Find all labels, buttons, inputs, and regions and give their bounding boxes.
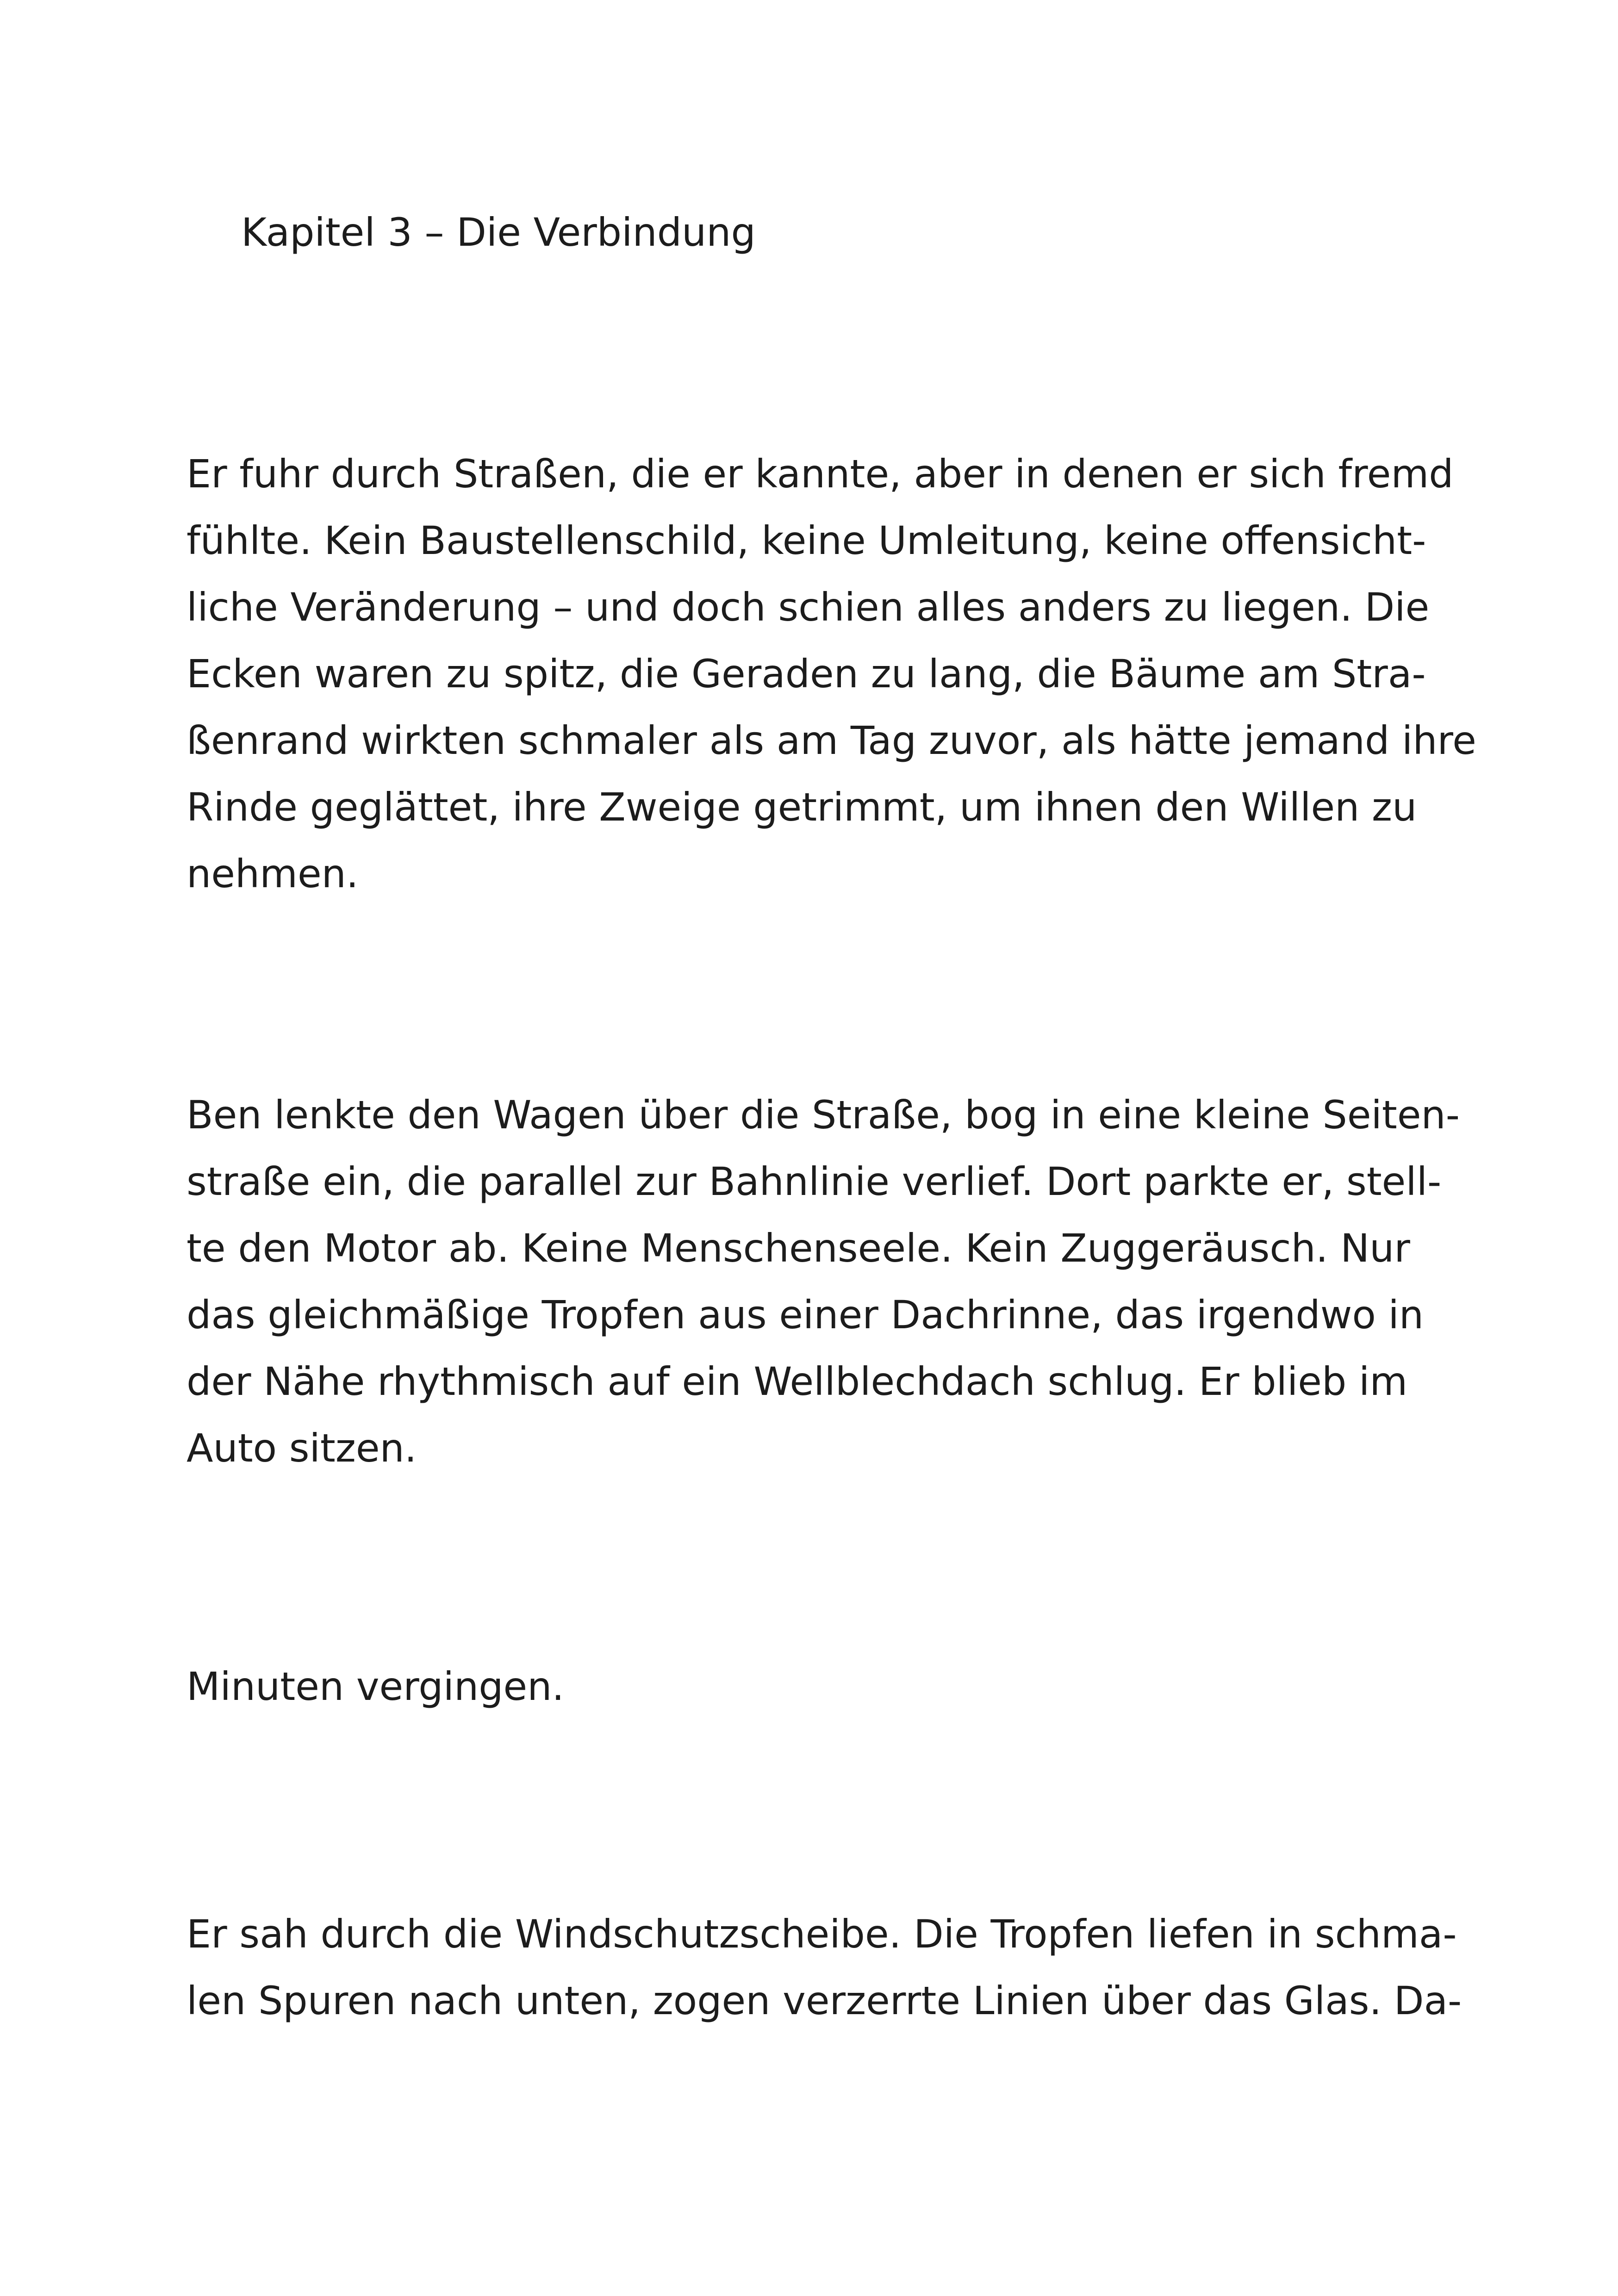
text-line: fühlte. Kein Baustellenschild, keine Umleitung, keine offensicht- (187, 518, 1426, 563)
text-line: te den Motor ab. Keine Menschenseele. Kein Zuggeräusch. Nur (187, 1226, 1410, 1271)
text-line: Auto sitzen. (187, 1425, 417, 1471)
text-line: das gleichmäßige Tropfen aus einer Dachrinne, das irgendwo in (187, 1292, 1424, 1338)
text-line: Er fuhr durch Straßen, die er kannte, aber in denen er sich fremd (187, 451, 1454, 497)
text-line: straße ein, die parallel zur Bahnlinie verlief. Dort parkte er, stell- (187, 1159, 1442, 1204)
paragraph (187, 441, 1476, 907)
text-line: len Spuren nach unten, zogen verzerrte Linien über das Glas. Da- (187, 1978, 1462, 2023)
text-line: Rinde geglättet, ihre Zweige getrimmt, um ihnen den Willen zu (187, 784, 1417, 830)
paragraph (187, 1653, 564, 1720)
text-line: ßenrand wirkten schmaler als am Tag zuvor, als hätte jemand ihre (187, 718, 1476, 763)
text-line: der Nähe rhythmisch auf ein Wellblechdach schlug. Er blieb im (187, 1359, 1408, 1404)
paragraph (187, 1901, 1462, 2034)
text-line: Minuten vergingen. (187, 1664, 565, 1709)
chapter-title: Kapitel 3 – Die Verbindung (241, 210, 756, 255)
text-line: Ecken waren zu spitz, die Geraden zu lang, die Bäume am Stra- (187, 651, 1426, 697)
text-line: Ben lenkte den Wagen über die Straße, bog in eine kleine Seiten- (187, 1092, 1460, 1138)
paragraph (187, 1082, 1460, 1481)
text-line: nehmen. (187, 851, 359, 896)
text-line: Er sah durch die Windschutzscheibe. Die Tropfen liefen in schma- (187, 1911, 1457, 1957)
text-line: liche Veränderung – und doch schien alles anders zu liegen. Die (187, 585, 1430, 630)
